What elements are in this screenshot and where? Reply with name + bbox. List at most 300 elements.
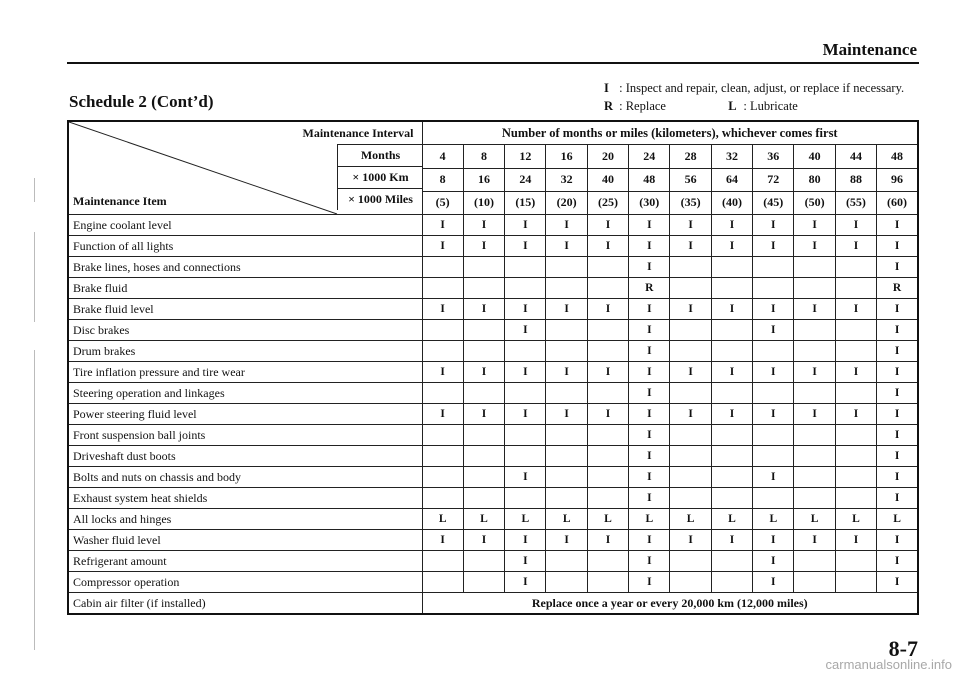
- km-value: 24: [505, 168, 546, 191]
- miles-value: (25): [587, 191, 628, 214]
- margin-mark: [34, 232, 35, 322]
- schedule-mark: I: [505, 467, 546, 488]
- margin-mark: [34, 350, 35, 650]
- maintenance-item-name: Exhaust system heat shields: [68, 488, 422, 509]
- km-value: 64: [711, 168, 752, 191]
- schedule-mark: I: [422, 404, 463, 425]
- header-rule: [67, 62, 919, 64]
- schedule-mark: I: [587, 215, 628, 236]
- schedule-mark: [711, 257, 752, 278]
- schedule-mark: [505, 383, 546, 404]
- schedule-mark: I: [877, 362, 918, 383]
- schedule-mark: [546, 383, 587, 404]
- schedule-mark: I: [587, 236, 628, 257]
- months-value: 16: [546, 145, 587, 168]
- table-row: [68, 215, 918, 236]
- schedule-mark: I: [505, 404, 546, 425]
- schedule-mark: L: [629, 509, 670, 530]
- schedule-mark: [587, 257, 628, 278]
- schedule-mark: [835, 551, 876, 572]
- schedule-mark: I: [753, 299, 794, 320]
- legend-replace-code: R: [604, 99, 614, 113]
- km-value: 8: [422, 168, 463, 191]
- schedule-mark: I: [629, 488, 670, 509]
- schedule-mark: I: [877, 236, 918, 257]
- schedule-mark: I: [794, 530, 835, 551]
- schedule-mark: [753, 383, 794, 404]
- schedule-mark: I: [587, 299, 628, 320]
- schedule-mark: [587, 383, 628, 404]
- legend-inspect: [604, 79, 904, 97]
- margin-mark: [34, 178, 35, 202]
- months-value: 4: [422, 145, 463, 168]
- schedule-mark: [670, 257, 711, 278]
- maintenance-schedule-table: [67, 120, 919, 615]
- schedule-mark: [835, 425, 876, 446]
- schedule-mark: [794, 488, 835, 509]
- schedule-mark: [546, 551, 587, 572]
- schedule-mark: I: [422, 362, 463, 383]
- schedule-mark: I: [587, 530, 628, 551]
- legend: [604, 79, 904, 115]
- schedule-mark: [835, 446, 876, 467]
- schedule-mark: I: [711, 215, 752, 236]
- schedule-mark: [835, 383, 876, 404]
- schedule-mark: [835, 572, 876, 593]
- miles-value: (10): [463, 191, 504, 214]
- maintenance-item-name: Cabin air filter (if installed): [68, 593, 422, 615]
- schedule-mark: [753, 488, 794, 509]
- schedule-mark: I: [835, 530, 876, 551]
- schedule-mark: [463, 341, 504, 362]
- schedule-mark: I: [505, 551, 546, 572]
- schedule-mark: [546, 278, 587, 299]
- schedule-mark: I: [629, 530, 670, 551]
- miles-value: (40): [711, 191, 752, 214]
- schedule-mark: I: [463, 362, 504, 383]
- schedule-mark: I: [877, 383, 918, 404]
- months-label: Months: [360, 148, 401, 162]
- schedule-mark: [422, 278, 463, 299]
- schedule-mark: [670, 425, 711, 446]
- miles-value: (60): [877, 191, 918, 214]
- km-value: 88: [835, 168, 876, 191]
- schedule-mark: I: [877, 467, 918, 488]
- schedule-mark: [422, 383, 463, 404]
- schedule-mark: I: [463, 215, 504, 236]
- schedule-mark: I: [505, 215, 546, 236]
- schedule-mark: [670, 383, 711, 404]
- schedule-mark: [422, 341, 463, 362]
- schedule-mark: [546, 341, 587, 362]
- miles-value: (20): [546, 191, 587, 214]
- schedule-mark: I: [463, 530, 504, 551]
- schedule-mark: L: [877, 509, 918, 530]
- miles-label: × 1000 Miles: [348, 192, 413, 206]
- schedule-mark: [794, 425, 835, 446]
- schedule-mark: [587, 551, 628, 572]
- schedule-mark: I: [670, 404, 711, 425]
- schedule-mark: [711, 383, 752, 404]
- table-row: [68, 572, 918, 593]
- section-title: Maintenance: [822, 40, 917, 59]
- table-row: [68, 488, 918, 509]
- schedule-mark: I: [835, 299, 876, 320]
- schedule-mark: [753, 341, 794, 362]
- miles-value: (55): [835, 191, 876, 214]
- schedule-mark: [753, 257, 794, 278]
- miles-value: (50): [794, 191, 835, 214]
- schedule-mark: [587, 488, 628, 509]
- schedule-mark: I: [505, 299, 546, 320]
- maintenance-item-name: Bolts and nuts on chassis and body: [68, 467, 422, 488]
- table-row: [68, 362, 918, 383]
- schedule-mark: [463, 572, 504, 593]
- schedule-mark: [794, 278, 835, 299]
- schedule-mark: I: [877, 299, 918, 320]
- maintenance-item-name: Brake fluid: [68, 278, 422, 299]
- schedule-mark: [422, 572, 463, 593]
- table-row: [68, 467, 918, 488]
- maintenance-item-name: Front suspension ball joints: [68, 425, 422, 446]
- schedule-mark: I: [753, 362, 794, 383]
- interval-heading: Number of months or miles (kilometers), whichever comes first: [422, 121, 918, 145]
- maintenance-item-name: Power steering fluid level: [68, 404, 422, 425]
- schedule-mark: [835, 278, 876, 299]
- legend-inspect-text: : Inspect and repair, clean, adjust, or replace if necessary.: [619, 81, 905, 95]
- schedule-mark: I: [877, 320, 918, 341]
- schedule-mark: I: [877, 488, 918, 509]
- table-row: [68, 341, 918, 362]
- maintenance-item-name: Function of all lights: [68, 236, 422, 257]
- maintenance-item-name: Drum brakes: [68, 341, 422, 362]
- schedule-mark: L: [463, 509, 504, 530]
- schedule-mark: I: [670, 236, 711, 257]
- schedule-mark: [463, 446, 504, 467]
- schedule-mark: I: [753, 236, 794, 257]
- schedule-mark: I: [546, 215, 587, 236]
- km-value: 72: [753, 168, 794, 191]
- schedule-mark: I: [670, 299, 711, 320]
- schedule-mark: [546, 320, 587, 341]
- schedule-mark: I: [629, 236, 670, 257]
- schedule-mark: I: [546, 362, 587, 383]
- maintenance-interval-label: Maintenance Interval: [302, 126, 414, 140]
- schedule-mark: I: [711, 362, 752, 383]
- schedule-mark: I: [670, 530, 711, 551]
- schedule-mark: [670, 320, 711, 341]
- schedule-mark: I: [877, 425, 918, 446]
- schedule-mark: I: [629, 467, 670, 488]
- schedule-mark: [711, 320, 752, 341]
- schedule-mark: I: [629, 341, 670, 362]
- miles-value: (45): [753, 191, 794, 214]
- legend-inspect-code: I: [604, 81, 609, 95]
- schedule-mark: [587, 446, 628, 467]
- table-row: [68, 278, 918, 299]
- schedule-mark: I: [463, 404, 504, 425]
- schedule-mark: I: [794, 299, 835, 320]
- miles-label-cell: [337, 188, 422, 210]
- schedule-mark: [505, 278, 546, 299]
- schedule-mark: [670, 341, 711, 362]
- maintenance-item-name: Driveshaft dust boots: [68, 446, 422, 467]
- schedule-mark: [463, 257, 504, 278]
- schedule-mark: [794, 341, 835, 362]
- schedule-mark: I: [422, 299, 463, 320]
- schedule-mark: I: [877, 404, 918, 425]
- months-value: 40: [794, 145, 835, 168]
- months-value: 24: [629, 145, 670, 168]
- schedule-mark: [753, 278, 794, 299]
- schedule-mark: [670, 572, 711, 593]
- schedule-mark: I: [670, 362, 711, 383]
- km-value: 48: [629, 168, 670, 191]
- schedule-mark: [463, 320, 504, 341]
- maintenance-item-name: Tire inflation pressure and tire wear: [68, 362, 422, 383]
- schedule-mark: I: [835, 404, 876, 425]
- schedule-mark: I: [877, 215, 918, 236]
- km-label-cell: [337, 166, 422, 188]
- schedule-mark: [711, 572, 752, 593]
- schedule-mark: [670, 467, 711, 488]
- schedule-mark: [835, 488, 876, 509]
- schedule-mark: L: [794, 509, 835, 530]
- schedule-mark: I: [711, 236, 752, 257]
- months-value: 8: [463, 145, 504, 168]
- miles-value: (15): [505, 191, 546, 214]
- schedule-mark: I: [835, 362, 876, 383]
- schedule-mark: [835, 320, 876, 341]
- schedule-mark: [670, 488, 711, 509]
- months-label-cell: [337, 144, 422, 166]
- schedule-mark: [463, 551, 504, 572]
- miles-value: (35): [670, 191, 711, 214]
- schedule-mark: [587, 467, 628, 488]
- schedule-mark: I: [753, 215, 794, 236]
- schedule-mark: [794, 383, 835, 404]
- schedule-mark: [587, 572, 628, 593]
- schedule-mark: I: [794, 362, 835, 383]
- schedule-mark: [546, 572, 587, 593]
- km-label: × 1000 Km: [352, 170, 409, 184]
- legend-lubricate-code: L: [728, 99, 737, 113]
- schedule-mark: I: [877, 446, 918, 467]
- km-value: 40: [587, 168, 628, 191]
- schedule-mark: I: [629, 215, 670, 236]
- table-row: [68, 425, 918, 446]
- schedule-mark: I: [629, 257, 670, 278]
- schedule-mark: I: [711, 299, 752, 320]
- schedule-mark: [422, 551, 463, 572]
- schedule-mark: I: [629, 299, 670, 320]
- table-corner-cell: [68, 121, 422, 215]
- schedule-mark: I: [711, 404, 752, 425]
- maintenance-item-name: Steering operation and linkages: [68, 383, 422, 404]
- schedule-mark: [546, 446, 587, 467]
- schedule-mark: [711, 467, 752, 488]
- schedule-mark: I: [753, 572, 794, 593]
- schedule-mark: [587, 278, 628, 299]
- schedule-mark: I: [546, 404, 587, 425]
- schedule-mark: I: [587, 404, 628, 425]
- schedule-mark: [753, 446, 794, 467]
- schedule-mark: I: [794, 236, 835, 257]
- schedule-mark: [711, 278, 752, 299]
- schedule-mark: I: [753, 404, 794, 425]
- schedule-mark: I: [794, 404, 835, 425]
- schedule-mark: I: [877, 572, 918, 593]
- schedule-mark: L: [753, 509, 794, 530]
- legend-replace-lubricate: [604, 97, 904, 115]
- miles-value: (30): [629, 191, 670, 214]
- schedule-mark: [463, 467, 504, 488]
- schedule-mark: I: [629, 572, 670, 593]
- schedule-mark: [670, 551, 711, 572]
- schedule-mark: R: [877, 278, 918, 299]
- schedule-mark: [753, 425, 794, 446]
- maintenance-item-name: Brake lines, hoses and connections: [68, 257, 422, 278]
- km-value: 80: [794, 168, 835, 191]
- table-row: [68, 257, 918, 278]
- months-value: 48: [877, 145, 918, 168]
- schedule-mark: I: [835, 215, 876, 236]
- km-value: 16: [463, 168, 504, 191]
- schedule-mark: I: [629, 362, 670, 383]
- schedule-mark: L: [711, 509, 752, 530]
- schedule-mark: I: [753, 467, 794, 488]
- schedule-mark: I: [629, 446, 670, 467]
- schedule-mark: [422, 488, 463, 509]
- schedule-mark: I: [877, 530, 918, 551]
- schedule-mark: [422, 320, 463, 341]
- schedule-mark: I: [877, 341, 918, 362]
- months-value: 44: [835, 145, 876, 168]
- legend-lubricate-text: : Lubricate: [743, 99, 798, 113]
- maintenance-item-name: Brake fluid level: [68, 299, 422, 320]
- schedule-mark: I: [546, 530, 587, 551]
- maintenance-item-name: Compressor operation: [68, 572, 422, 593]
- schedule-mark: I: [877, 551, 918, 572]
- months-value: 12: [505, 145, 546, 168]
- schedule-mark: [835, 257, 876, 278]
- months-value: 36: [753, 145, 794, 168]
- schedule-mark: [670, 446, 711, 467]
- schedule-mark: R: [629, 278, 670, 299]
- schedule-mark: [835, 467, 876, 488]
- schedule-mark: [711, 425, 752, 446]
- schedule-mark: I: [753, 551, 794, 572]
- table-row: [68, 551, 918, 572]
- schedule-mark: [505, 257, 546, 278]
- schedule-mark: I: [753, 320, 794, 341]
- schedule-mark: L: [587, 509, 628, 530]
- schedule-mark: [711, 446, 752, 467]
- schedule-title: Schedule 2 (Cont’d): [69, 92, 214, 111]
- schedule-mark: [422, 257, 463, 278]
- schedule-mark: I: [422, 215, 463, 236]
- schedule-mark: I: [877, 257, 918, 278]
- months-value: 32: [711, 145, 752, 168]
- schedule-mark: I: [629, 551, 670, 572]
- maintenance-item-name: Refrigerant amount: [68, 551, 422, 572]
- schedule-mark: I: [463, 299, 504, 320]
- schedule-mark: [587, 425, 628, 446]
- schedule-mark: L: [422, 509, 463, 530]
- schedule-mark: I: [753, 530, 794, 551]
- schedule-mark: [546, 488, 587, 509]
- schedule-mark: I: [711, 530, 752, 551]
- schedule-mark: I: [587, 362, 628, 383]
- schedule-mark: [587, 320, 628, 341]
- months-value: 28: [670, 145, 711, 168]
- schedule-mark: [422, 446, 463, 467]
- maintenance-item-name: Washer fluid level: [68, 530, 422, 551]
- schedule-mark: L: [835, 509, 876, 530]
- schedule-mark: [587, 341, 628, 362]
- schedule-mark: [711, 488, 752, 509]
- months-value: 20: [587, 145, 628, 168]
- schedule-mark: [711, 341, 752, 362]
- schedule-mark: I: [629, 383, 670, 404]
- cabin-filter-note: Replace once a year or every 20,000 km (12,000 miles): [422, 593, 918, 615]
- maintenance-item-label: Maintenance Item: [73, 194, 167, 208]
- schedule-mark: I: [794, 215, 835, 236]
- schedule-mark: [794, 551, 835, 572]
- schedule-mark: I: [629, 425, 670, 446]
- table-row: [68, 383, 918, 404]
- schedule-mark: [794, 320, 835, 341]
- schedule-mark: [463, 383, 504, 404]
- schedule-mark: I: [629, 320, 670, 341]
- schedule-mark: [794, 446, 835, 467]
- schedule-mark: [463, 278, 504, 299]
- schedule-mark: I: [422, 530, 463, 551]
- miles-value: (5): [422, 191, 463, 214]
- table-row: [68, 446, 918, 467]
- schedule-mark: L: [670, 509, 711, 530]
- schedule-mark: [835, 341, 876, 362]
- schedule-mark: L: [505, 509, 546, 530]
- schedule-mark: [794, 572, 835, 593]
- table-row: [68, 404, 918, 425]
- schedule-mark: [422, 425, 463, 446]
- km-value: 32: [546, 168, 587, 191]
- schedule-mark: I: [835, 236, 876, 257]
- schedule-mark: [546, 467, 587, 488]
- schedule-mark: I: [505, 362, 546, 383]
- schedule-mark: I: [422, 236, 463, 257]
- schedule-mark: [711, 551, 752, 572]
- schedule-mark: I: [505, 320, 546, 341]
- schedule-mark: [670, 278, 711, 299]
- table-row: [68, 509, 918, 530]
- table-row: [68, 299, 918, 320]
- schedule-mark: [463, 425, 504, 446]
- schedule-mark: I: [546, 299, 587, 320]
- schedule-mark: I: [505, 572, 546, 593]
- schedule-mark: I: [505, 530, 546, 551]
- table-row: [68, 320, 918, 341]
- schedule-mark: [794, 467, 835, 488]
- schedule-mark: I: [505, 236, 546, 257]
- maintenance-item-name: Engine coolant level: [68, 215, 422, 236]
- schedule-mark: [505, 488, 546, 509]
- schedule-mark: [505, 446, 546, 467]
- schedule-mark: I: [546, 236, 587, 257]
- schedule-mark: L: [546, 509, 587, 530]
- table-row: [68, 236, 918, 257]
